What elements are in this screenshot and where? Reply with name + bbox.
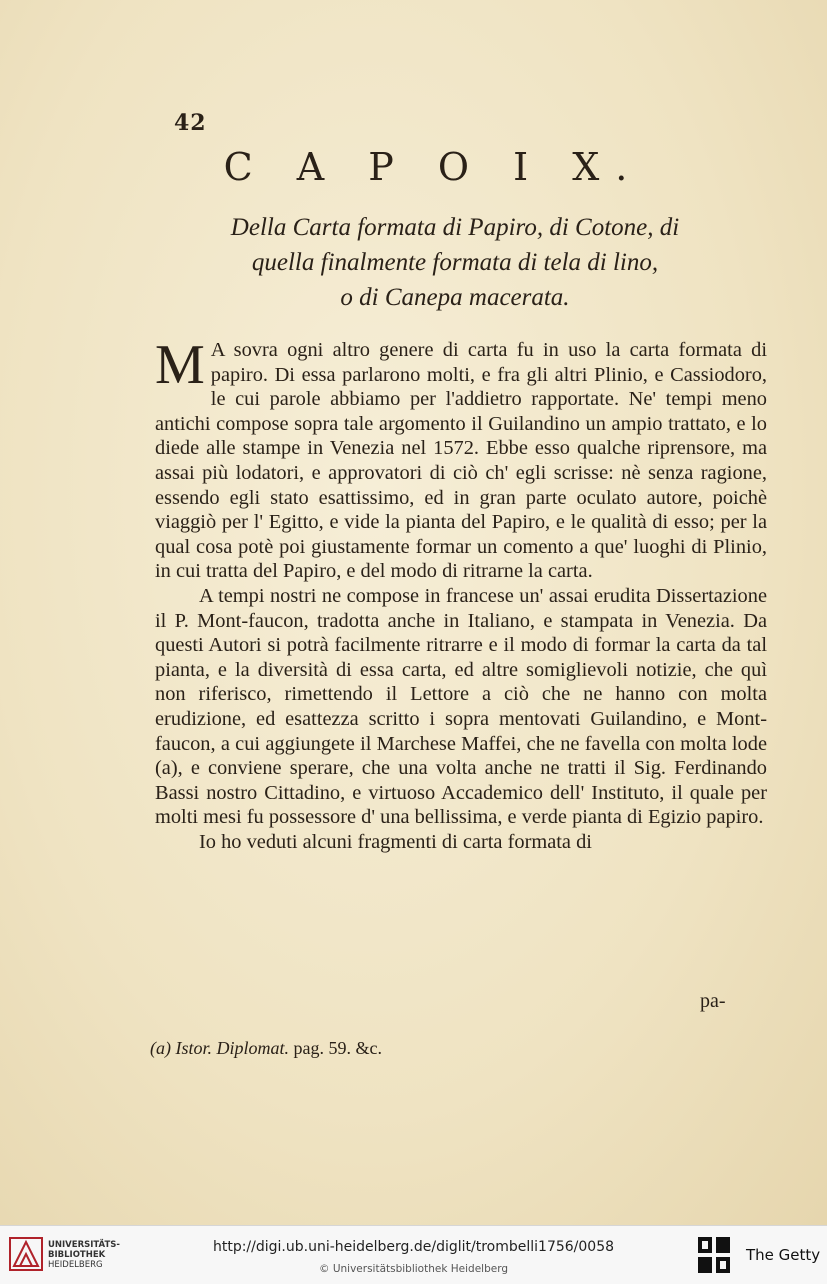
chapter-subtitle	[150, 210, 760, 315]
subtitle-line-1: Della Carta formata di Papiro, di Cotone, di	[230, 214, 680, 241]
footnote-reference: Istor. Diplomat.	[175, 1038, 290, 1058]
library-name[interactable]: UNIVERSITÄTS- BIBLIOTHEK HEIDELBERG	[48, 1240, 120, 1270]
paragraph-1	[155, 334, 767, 584]
paragraph-2: A tempi nostri ne compose in francese un' assai erudita Dissertazione il P. Mont-faucon, tradotta anche in Italiano, e stampata in Venezia. Da questi Autori si potrà facilmente ritrarre e il modo di formar la carta da tal pianta, e la diversità di essa carta, ed altre somiglievoli notizie, che quì non riferisco, rimettendo il Lettore a ciò che ne hanno con molta erudizione, ed esattezza scritto i sopra mentovati Guilandino, e Mont-faucon, a cui aggiungete il Marchese Maffei, che ne favella con molta lode (a), e conviene sperare, che una volta anche ne tratti il Sig. Ferdinando Bassi nostro Cittadino, e virtuoso Accademico dell' Instituto, il quale per molti mesi fu possessore d' una bellissima, e verde pianta di Egizio papiro.	[155, 584, 767, 829]
drop-cap: M	[155, 334, 205, 396]
permalink-url[interactable]: http://digi.ub.uni-heidelberg.de/diglit/trombelli1756/0058	[212, 1239, 615, 1255]
getty-logo-icon[interactable]	[696, 1235, 732, 1275]
body-text	[155, 334, 767, 854]
footnote	[150, 1038, 382, 1059]
page-number: 42	[174, 110, 207, 136]
footnote-mark: (a)	[150, 1038, 171, 1058]
copyright-notice: © Universitätsbibliothek Heidelberg	[318, 1263, 508, 1275]
subtitle-line-3: o di Canepa macerata.	[340, 284, 570, 311]
getty-name[interactable]: The Getty	[746, 1246, 821, 1264]
catchword: pa-	[700, 990, 726, 1012]
paragraph-1-text: A sovra ogni altro genere di carta fu in uso la carta formata di papiro. Di essa parlarono molti, e fra gli altri Plinio, e Cassiodoro, le cui parole abbiamo per l'addietro rapportate. Ne' tempi meno antichi compose sopra tale argomento il Guilandino un ampio trattato, e lo diede alle stampe in Venezia nel 1572. Ebbe esso qualche riprensore, ma assai più lodatori, e approvatori di ciò ch' egli scrisse: nè senza ragione, essendo egli stato esattissimo, ed in gran parte oculato autore, poichè viaggiò per l' Egitto, e vide la pianta del Papiro, e le qualità di esso; per la qual cosa potè poi giustamente formar un comento a que' luoghi di Plinio, in cui tratta del Papiro, e del modo di ritrarne la carta.	[155, 339, 767, 583]
chapter-title: C A P O I X.	[223, 145, 644, 189]
subtitle-line-2: quella finalmente formata di tela di lino,	[251, 249, 659, 276]
footnote-pages: pag. 59. &c.	[293, 1038, 382, 1058]
viewer-footer	[0, 1225, 827, 1284]
paragraph-3: Io ho veduti alcuni fragmenti di carta formata di	[199, 830, 592, 853]
